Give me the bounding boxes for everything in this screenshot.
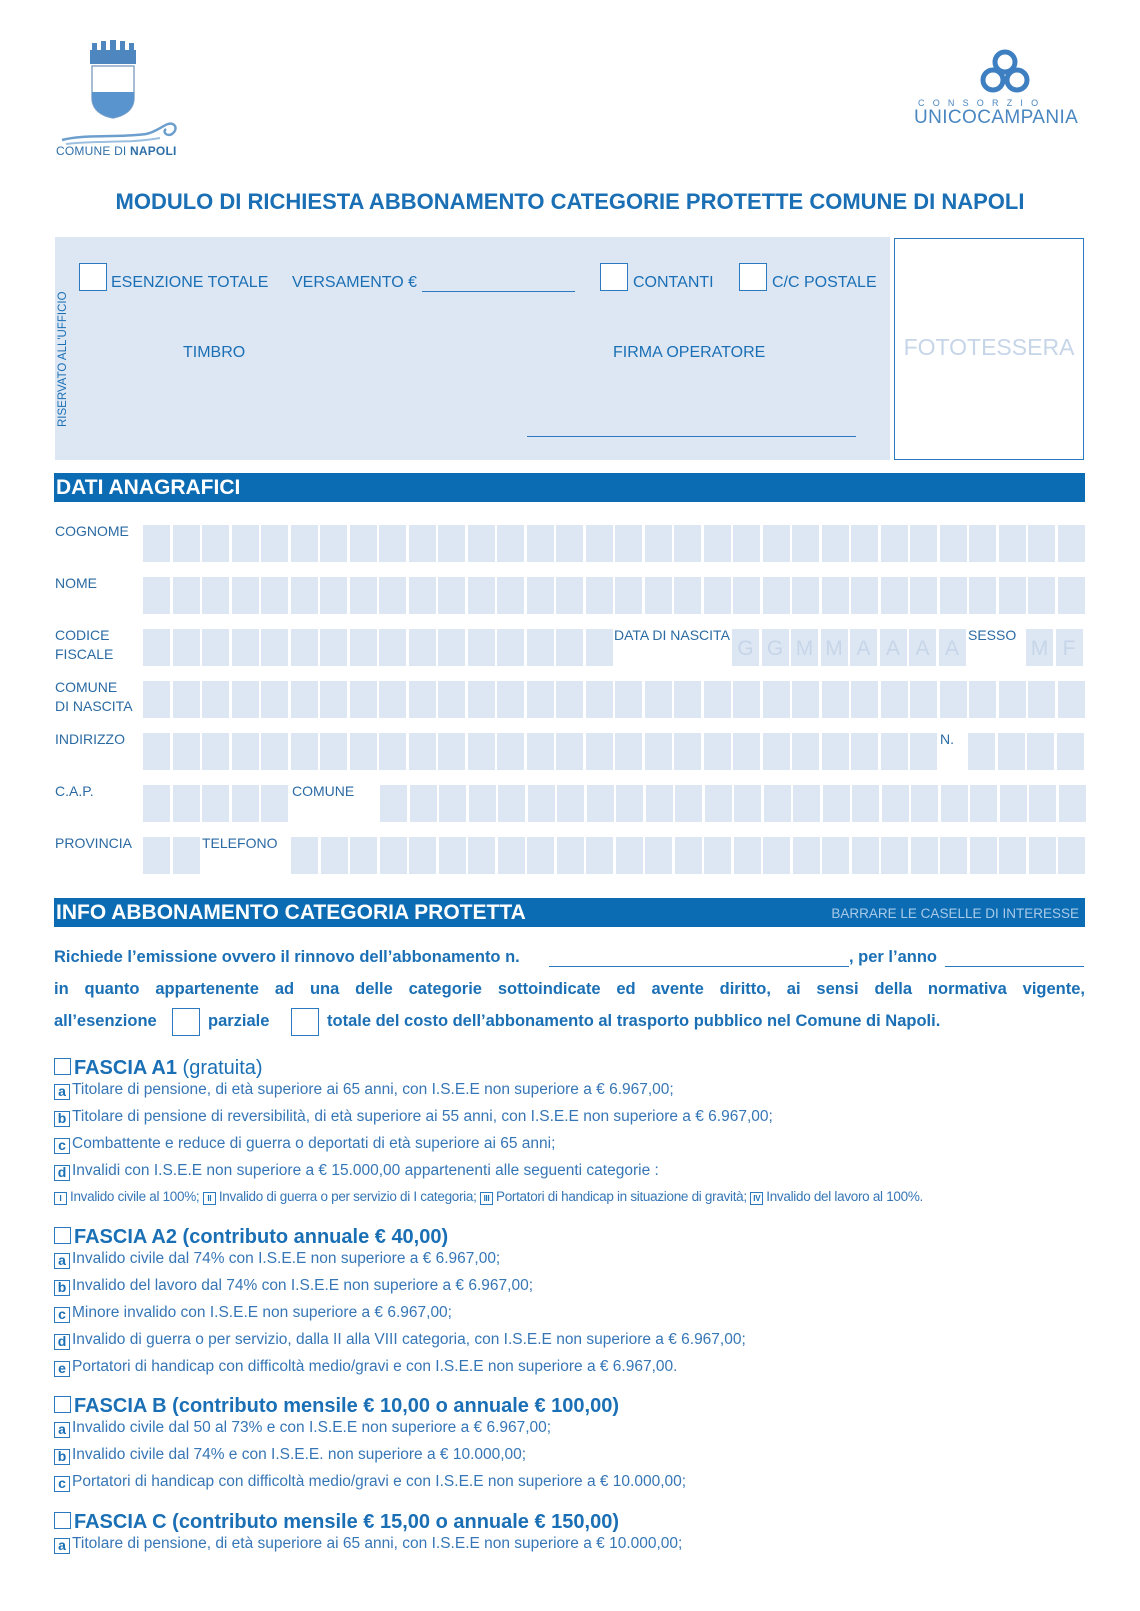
char-cell[interactable] [969,681,996,718]
char-cell[interactable] [1058,837,1085,874]
sesso-m-cell[interactable]: M [1026,629,1053,666]
char-cell[interactable] [881,577,908,614]
char-cell[interactable] [497,525,524,562]
date-cell[interactable]: M [821,629,848,666]
char-cell[interactable] [1027,733,1054,770]
char-cell[interactable] [320,733,347,770]
char-cell[interactable] [822,681,849,718]
char-cell[interactable] [615,733,642,770]
char-cell[interactable] [793,837,820,874]
char-cell[interactable] [173,577,200,614]
char-cell[interactable] [438,525,465,562]
char-cell[interactable] [556,525,583,562]
richiede-text: Richiede l’emissione ovvero il rinnovo dell’abbonamento n. [54,948,520,966]
comune-field[interactable] [380,785,1088,822]
char-cell[interactable] [705,785,732,822]
anno-line[interactable] [945,966,1084,967]
char-cell[interactable] [968,733,995,770]
char-cell[interactable] [940,577,967,614]
char-cell[interactable] [941,785,968,822]
char-cell[interactable] [438,681,465,718]
char-cell[interactable] [350,733,377,770]
esenzione-label: all’esenzione [54,1012,157,1030]
fascia-a1-item-c[interactable]: c Combattente e reduce di guerra o deportati di età superiore ai 65 anni; [54,1135,555,1154]
char-cell[interactable] [910,733,937,770]
comune-nascita-label-2: DI NASCITA [55,698,133,714]
char-cell[interactable] [202,577,229,614]
char-cell[interactable] [1028,577,1055,614]
cognome-label: COGNOME [55,523,129,539]
char-cell[interactable] [911,785,938,822]
char-cell[interactable] [1028,681,1055,718]
char-cell[interactable] [822,837,849,874]
char-cell[interactable] [527,629,554,666]
char-cell[interactable] [320,525,347,562]
riservato-ufficio-label: RISERVATO ALL'UFFICIO [57,291,69,427]
char-cell[interactable] [910,525,937,562]
fascia-a2-item-a[interactable]: a Invalido civile dal 74% con I.S.E.E non superiore a € 6.967,00; [54,1250,500,1269]
char-cell[interactable] [557,785,584,822]
date-cell[interactable]: G [762,629,789,666]
char-cell[interactable] [999,525,1026,562]
nome-field[interactable] [143,577,1087,614]
firma-operatore-label: FIRMA OPERATORE [613,344,766,361]
char-cell[interactable] [793,785,820,822]
char-cell[interactable] [291,629,318,666]
sesso-f-cell[interactable]: F [1056,629,1083,666]
char-cell[interactable] [1058,577,1085,614]
char-cell[interactable] [999,681,1026,718]
char-cell[interactable] [409,681,436,718]
parziale-label: parziale [208,1012,270,1030]
char-cell[interactable] [410,785,437,822]
sesso-field[interactable] [1026,629,1085,666]
char-cell[interactable] [291,733,318,770]
char-cell[interactable] [969,525,996,562]
codice-fiscale-label-1: CODICE [55,627,110,643]
char-cell[interactable] [733,681,760,718]
sesso-label: SESSO [968,627,1017,643]
char-cell[interactable] [527,525,554,562]
fascia-b-item-c[interactable]: c Portatori di handicap con difficoltà medio/gravi e con I.S.E.E non superiore a € 10.000,00; [54,1473,686,1492]
char-cell[interactable] [999,577,1026,614]
char-cell[interactable] [674,733,701,770]
char-cell[interactable] [763,577,790,614]
char-cell[interactable] [143,577,170,614]
char-cell[interactable] [202,681,229,718]
totale-text: totale del costo dell’abbonamento al trasporto pubblico nel Comune di Napoli. [327,1012,941,1030]
char-cell[interactable] [379,577,406,614]
char-cell[interactable] [852,785,879,822]
abbonamento-numero-line[interactable] [549,966,849,967]
char-cell[interactable] [232,577,259,614]
char-cell[interactable] [321,837,348,874]
char-cell[interactable] [291,525,318,562]
char-cell[interactable] [999,837,1026,874]
char-cell[interactable] [202,733,229,770]
subcat-i[interactable]: I Invalido civile al 100%; [54,1189,199,1204]
char-cell[interactable] [852,837,879,874]
char-cell[interactable] [822,525,849,562]
char-cell[interactable] [911,837,938,874]
char-cell[interactable] [232,733,259,770]
char-cell[interactable] [704,837,731,874]
fototessera-label: FOTOTESSERA [903,334,1075,360]
char-cell[interactable] [439,785,466,822]
char-cell[interactable] [674,577,701,614]
char-cell[interactable] [556,629,583,666]
char-cell[interactable] [261,525,288,562]
char-cell[interactable] [704,681,731,718]
char-cell[interactable] [851,577,878,614]
char-cell[interactable] [232,681,259,718]
char-cell[interactable] [202,525,229,562]
char-cell[interactable] [409,629,436,666]
telefono-field[interactable] [291,837,1088,874]
char-cell[interactable] [498,837,525,874]
cap-label: C.A.P. [55,783,94,799]
char-cell[interactable] [291,837,318,874]
section-dati-anagrafici: DATI ANAGRAFICI [54,473,1085,502]
char-cell[interactable] [320,629,347,666]
char-cell[interactable] [409,525,436,562]
char-cell[interactable] [556,733,583,770]
indirizzo-field[interactable] [143,733,940,770]
char-cell[interactable] [733,733,760,770]
char-cell[interactable] [733,577,760,614]
provincia-label: PROVINCIA [55,835,133,851]
fascia-a1-checkbox[interactable] [54,1058,71,1075]
char-cell[interactable] [586,733,613,770]
date-cell[interactable]: A [850,629,877,666]
cap-field[interactable] [143,785,291,822]
char-cell[interactable] [291,577,318,614]
consorzio-label: CONSORZIO [918,98,1047,108]
char-cell[interactable] [822,577,849,614]
char-cell[interactable] [940,525,967,562]
char-cell[interactable] [409,733,436,770]
char-cell[interactable] [1057,733,1084,770]
date-cell[interactable]: A [939,629,966,666]
nome-label: NOME [55,575,97,591]
char-cell[interactable] [291,681,318,718]
char-cell[interactable] [527,733,554,770]
fascia-a2-option[interactable]: FASCIA A2 (contributo annuale € 40,00) [54,1226,448,1249]
char-cell[interactable] [143,785,170,822]
fascia-a2-checkbox[interactable] [54,1227,71,1244]
char-cell[interactable] [615,577,642,614]
fascia-a1-option[interactable]: FASCIA A1 (gratuita) [54,1057,263,1080]
char-cell[interactable] [882,785,909,822]
timbro-label: TIMBRO [183,344,246,361]
char-cell[interactable] [970,837,997,874]
codice-fiscale-field[interactable] [143,629,615,666]
char-cell[interactable] [173,629,200,666]
char-cell[interactable] [1028,525,1055,562]
comune-di-napoli-crest [56,40,180,160]
char-cell[interactable] [261,681,288,718]
char-cell[interactable] [173,525,200,562]
comune-di-napoli-label: COMUNE DI NAPOLI [56,144,177,158]
numero-field[interactable] [968,733,1086,770]
char-cell[interactable] [615,681,642,718]
subcat-iii[interactable]: III Portatori di handicap in situazione di gravità; [480,1189,747,1204]
char-cell[interactable] [881,525,908,562]
char-cell[interactable] [202,785,229,822]
char-cell[interactable] [910,681,937,718]
contanti-checkbox[interactable] [600,263,628,291]
char-cell[interactable] [143,681,170,718]
char-cell[interactable] [763,837,790,874]
data-nascita-field[interactable] [732,629,968,666]
fascia-a1-subcategories [54,1189,923,1205]
char-cell[interactable] [557,837,584,874]
char-cell[interactable] [851,733,878,770]
char-cell[interactable] [468,733,495,770]
char-cell[interactable] [497,577,524,614]
char-cell[interactable] [586,577,613,614]
char-cell[interactable] [704,525,731,562]
char-cell[interactable] [822,733,849,770]
char-cell[interactable] [143,629,170,666]
parziale-checkbox[interactable] [172,1008,200,1036]
char-cell[interactable] [734,785,761,822]
comune-nascita-field[interactable] [143,681,1087,718]
char-cell[interactable] [202,629,229,666]
char-cell[interactable] [998,733,1025,770]
char-cell[interactable] [881,733,908,770]
char-cell[interactable] [527,577,554,614]
char-cell[interactable] [232,785,259,822]
char-cell[interactable] [764,785,791,822]
char-cell[interactable] [232,525,259,562]
contanti-label: CONTANTI [633,274,714,291]
fascia-a1-item-b[interactable]: b Titolare di pensione di reversibilità, di età superiore ai 55 anni, con I.S.E.E non superiore a € 6.967,00; [54,1108,773,1127]
char-cell[interactable] [851,525,878,562]
char-cell[interactable] [469,785,496,822]
cc-postale-checkbox[interactable] [739,263,767,291]
char-cell[interactable] [645,577,672,614]
char-cell[interactable] [881,681,908,718]
char-cell[interactable] [645,837,672,874]
comune-label: COMUNE [292,783,355,799]
char-cell[interactable] [940,837,967,874]
fascia-a2-item-e[interactable]: e Portatori di handicap con difficoltà medio/gravi e con I.S.E.E non superiore a € 6.967,00. [54,1358,677,1377]
esenzione-totale-label: ESENZIONE TOTALE [111,274,269,291]
char-cell[interactable] [143,733,170,770]
char-cell[interactable] [792,525,819,562]
char-cell[interactable] [674,525,701,562]
fascia-a2-item-b[interactable]: b Invalido del lavoro dal 74% con I.S.E.E non superiore a € 6.967,00; [54,1277,533,1296]
char-cell[interactable] [261,577,288,614]
char-cell[interactable] [380,837,407,874]
comune-nascita-label-1: COMUNE [55,679,118,695]
char-cell[interactable] [438,733,465,770]
char-cell[interactable] [969,577,996,614]
char-cell[interactable] [616,785,643,822]
char-cell[interactable] [350,681,377,718]
char-cell[interactable] [1058,525,1085,562]
char-cell[interactable] [823,785,850,822]
unicocampania-name: UNICOCAMPANIA [914,107,1079,128]
char-cell[interactable] [379,733,406,770]
char-cell[interactable] [704,733,731,770]
char-cell[interactable] [498,785,525,822]
char-cell[interactable] [556,577,583,614]
char-cell[interactable] [379,681,406,718]
section-info-abbonamento: INFO ABBONAMENTO CATEGORIA PROTETTA BARRARE LE CASELLE DI INTERESSE [54,898,1085,927]
char-cell[interactable] [586,525,613,562]
char-cell[interactable] [438,577,465,614]
char-cell[interactable] [173,681,200,718]
esenzione-totale-checkbox[interactable] [79,263,107,291]
char-cell[interactable] [645,525,672,562]
barrare-caselle-hint: BARRARE LE CASELLE DI INTERESSE [831,906,1079,921]
date-cell[interactable]: M [791,629,818,666]
char-cell[interactable] [734,837,761,874]
char-cell[interactable] [379,629,406,666]
char-cell[interactable] [881,837,908,874]
char-cell[interactable] [173,785,200,822]
char-cell[interactable] [409,577,436,614]
char-cell[interactable] [438,629,465,666]
char-cell[interactable] [1000,785,1027,822]
provincia-field[interactable] [143,837,202,874]
char-cell[interactable] [1059,785,1086,822]
char-cell[interactable] [587,785,614,822]
fascia-a2-item-c[interactable]: c Minore invalido con I.S.E.E non superiore a € 6.967,00; [54,1304,452,1323]
char-cell[interactable] [586,629,613,666]
char-cell[interactable] [261,629,288,666]
char-cell[interactable] [320,681,347,718]
char-cell[interactable] [497,733,524,770]
char-cell[interactable] [468,681,495,718]
char-cell[interactable] [674,681,701,718]
char-cell[interactable] [527,837,554,874]
char-cell[interactable] [763,681,790,718]
char-cell[interactable] [468,525,495,562]
char-cell[interactable] [851,681,878,718]
char-cell[interactable] [1029,785,1056,822]
indirizzo-label: INDIRIZZO [55,731,125,747]
versamento-line[interactable] [422,291,575,292]
appartenente-text: in quanto appartenente ad una delle categorie sottoindicate ed avente diritto, ai sensi della normativa vigente, [54,980,1085,998]
per-anno-text: , per l’anno [849,948,938,966]
date-cell[interactable]: A [909,629,936,666]
unicocampania-logo [975,46,1035,98]
char-cell[interactable] [350,525,377,562]
char-cell[interactable] [910,577,937,614]
date-cell[interactable]: A [880,629,907,666]
char-cell[interactable] [733,525,760,562]
char-cell[interactable] [350,577,377,614]
subcat-ii[interactable]: II Invalido di guerra o per servizio di I categoria; [203,1189,477,1204]
subcat-iv[interactable]: IV Invalido del lavoro al 100%. [750,1189,923,1204]
char-cell[interactable] [468,629,495,666]
data-nascita-label: DATA DI NASCITA [614,627,730,643]
char-cell[interactable] [586,837,613,874]
char-cell[interactable] [320,577,347,614]
char-cell[interactable] [646,785,673,822]
cc-postale-label: C/C POSTALE [772,274,877,291]
form-title: MODULO DI RICHIESTA ABBONAMENTO CATEGORIE PROTETTE COMUNE DI NAPOLI [115,189,1025,214]
char-cell[interactable] [143,837,170,874]
versamento-label: VERSAMENTO € [292,274,418,291]
fascia-b-option[interactable]: FASCIA B (contributo mensile € 10,00 o annuale € 100,00) [54,1395,619,1418]
char-cell[interactable] [497,681,524,718]
char-cell[interactable] [645,733,672,770]
totale-checkbox[interactable] [291,1008,319,1036]
char-cell[interactable] [586,681,613,718]
fascia-a1-item-d[interactable]: d Invalidi con I.S.E.E non superiore a € 15.000,00 appartenenti alle seguenti categorie : [54,1162,659,1181]
char-cell[interactable] [409,837,436,874]
char-cell[interactable] [645,681,672,718]
char-cell[interactable] [261,733,288,770]
cognome-field[interactable] [143,525,1087,562]
codice-fiscale-label-2: FISCALE [55,646,114,662]
char-cell[interactable] [704,577,731,614]
char-cell[interactable] [261,785,288,822]
char-cell[interactable] [350,629,377,666]
fascia-c-item-a[interactable]: a Titolare di pensione, di età superiore ai 65 anni, con I.S.E.E non superiore a € 10.000,00; [54,1535,682,1554]
char-cell[interactable] [675,785,702,822]
char-cell[interactable] [497,629,524,666]
fascia-a1-item-a[interactable]: a Titolare di pensione, di età superiore ai 65 anni, con I.S.E.E non superiore a € 6.967,00; [54,1081,674,1100]
char-cell[interactable] [350,837,377,874]
fascia-a2-item-d[interactable]: d Invalido di guerra o per servizio, dalla II alla VIII categoria, con I.S.E.E non superiore a € 6.967,00; [54,1331,746,1350]
telefono-label: TELEFONO [202,835,278,851]
char-cell[interactable] [173,837,200,874]
char-cell[interactable] [616,837,643,874]
char-cell[interactable] [173,733,200,770]
char-cell[interactable] [763,733,790,770]
fascia-c-checkbox[interactable] [54,1512,71,1529]
char-cell[interactable] [792,681,819,718]
numero-label: N. [940,731,954,747]
char-cell[interactable] [675,837,702,874]
char-cell[interactable] [527,681,554,718]
char-cell[interactable] [1029,837,1056,874]
char-cell[interactable] [556,681,583,718]
char-cell[interactable] [1058,681,1085,718]
firma-operatore-line[interactable] [527,436,856,437]
char-cell[interactable] [970,785,997,822]
char-cell[interactable] [528,785,555,822]
date-cell[interactable]: G [732,629,759,666]
char-cell[interactable] [379,525,406,562]
char-cell[interactable] [468,837,495,874]
fascia-c-option[interactable]: FASCIA C (contributo mensile € 15,00 o annuale € 150,00) [54,1511,619,1534]
fascia-b-item-b[interactable]: b Invalido civile dal 74% e con I.S.E.E. non superiore a € 10.000,00; [54,1446,526,1465]
char-cell[interactable] [143,525,170,562]
char-cell[interactable] [792,733,819,770]
char-cell[interactable] [940,681,967,718]
char-cell[interactable] [439,837,466,874]
char-cell[interactable] [380,785,407,822]
char-cell[interactable] [468,577,495,614]
char-cell[interactable] [792,577,819,614]
fascia-b-checkbox[interactable] [54,1396,71,1413]
char-cell[interactable] [763,525,790,562]
fascia-b-item-a[interactable]: a Invalido civile dal 50 al 73% e con I.S.E.E non superiore a € 6.967,00; [54,1419,551,1438]
char-cell[interactable] [615,525,642,562]
char-cell[interactable] [232,629,259,666]
